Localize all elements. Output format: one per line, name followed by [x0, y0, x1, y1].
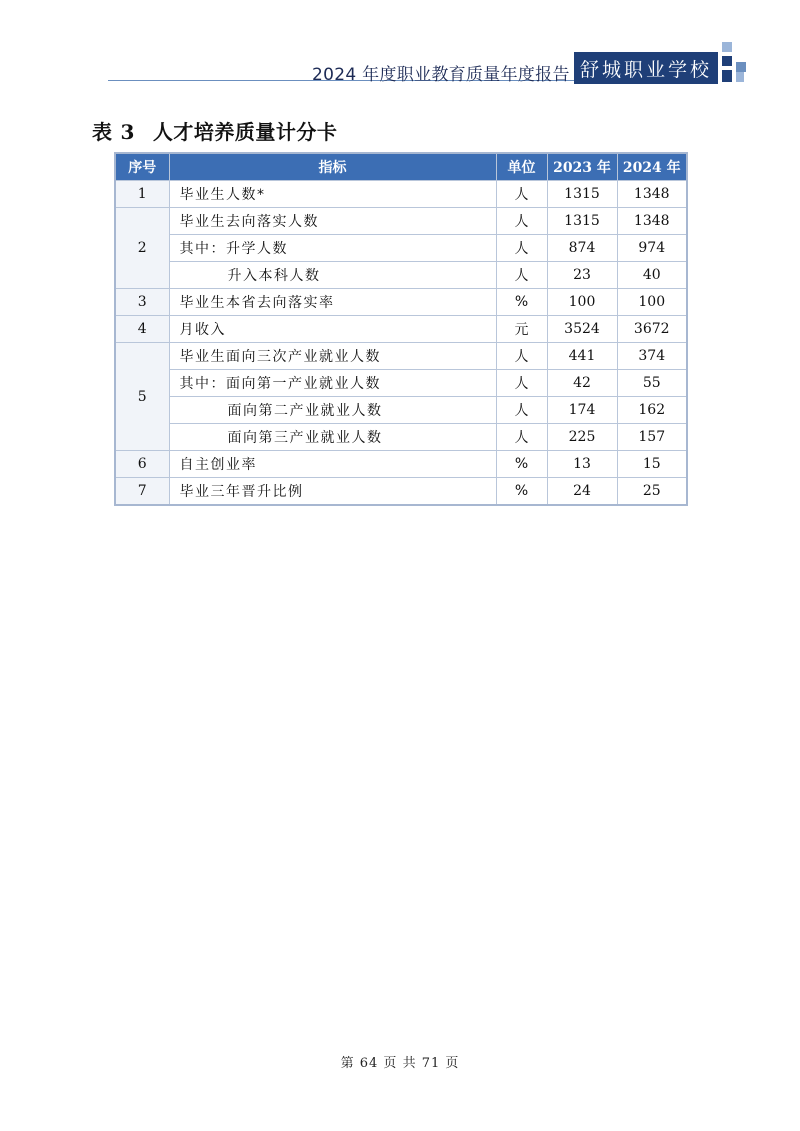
indicator-cell: 自主创业率	[169, 451, 496, 478]
header-decor-square	[736, 72, 744, 82]
table-row	[115, 316, 687, 343]
value-2024-cell: 974	[617, 235, 687, 262]
value-2023-cell: 174	[547, 397, 617, 424]
indicator-cell: 其中：升学人数	[169, 235, 496, 262]
value-2024-cell: 1348	[617, 208, 687, 235]
value-2023-cell: 23	[547, 262, 617, 289]
scorecard-table	[114, 152, 688, 506]
unit-cell: 人	[496, 397, 547, 424]
table-row	[115, 289, 687, 316]
value-2023-cell: 3524	[547, 316, 617, 343]
value-2024-cell: 25	[617, 478, 687, 506]
indicator-cell: 毕业三年晋升比例	[169, 478, 496, 506]
col-header-indicator: 指标	[169, 153, 496, 181]
unit-cell: 人	[496, 343, 547, 370]
table-row	[115, 208, 687, 235]
table-title	[92, 116, 337, 145]
unit-cell: 人	[496, 181, 547, 208]
value-2023-cell: 13	[547, 451, 617, 478]
indicator-cell: 毕业生面向三次产业就业人数	[169, 343, 496, 370]
indicator-cell: 面向第三产业就业人数	[169, 424, 496, 451]
value-2024-cell: 40	[617, 262, 687, 289]
row-number: 2	[115, 208, 169, 289]
value-2024-cell: 162	[617, 397, 687, 424]
table-row	[115, 478, 687, 506]
value-2023-cell: 874	[547, 235, 617, 262]
value-2023-cell: 24	[547, 478, 617, 506]
indicator-cell: 月收入	[169, 316, 496, 343]
table-row	[115, 370, 687, 397]
unit-cell: 人	[496, 262, 547, 289]
unit-cell: 人	[496, 235, 547, 262]
col-header-unit: 单位	[496, 153, 547, 181]
table-header-row	[115, 153, 687, 181]
table-row	[115, 343, 687, 370]
unit-cell: 元	[496, 316, 547, 343]
unit-cell: 人	[496, 424, 547, 451]
unit-cell: %	[496, 451, 547, 478]
row-number: 4	[115, 316, 169, 343]
header-decor-square	[736, 62, 746, 72]
value-2023-cell: 225	[547, 424, 617, 451]
header-decor-square	[722, 56, 732, 66]
value-2024-cell: 1348	[617, 181, 687, 208]
table-row	[115, 235, 687, 262]
col-header-2024: 2024 年	[617, 153, 687, 181]
indicator-cell: 毕业生本省去向落实率	[169, 289, 496, 316]
table-row	[115, 451, 687, 478]
indicator-cell: 其中：面向第一产业就业人数	[169, 370, 496, 397]
indicator-cell: 毕业生人数*	[169, 181, 496, 208]
table-row	[115, 181, 687, 208]
header-decor-square	[722, 42, 732, 52]
value-2024-cell: 55	[617, 370, 687, 397]
row-number: 5	[115, 343, 169, 451]
value-2023-cell: 42	[547, 370, 617, 397]
row-number: 7	[115, 478, 169, 506]
unit-cell: 人	[496, 208, 547, 235]
unit-cell: %	[496, 289, 547, 316]
unit-cell: 人	[496, 370, 547, 397]
value-2023-cell: 100	[547, 289, 617, 316]
indicator-cell: 升入本科人数	[169, 262, 496, 289]
indicator-cell: 毕业生去向落实人数	[169, 208, 496, 235]
value-2023-cell: 1315	[547, 208, 617, 235]
indicator-cell: 面向第二产业就业人数	[169, 397, 496, 424]
value-2024-cell: 100	[617, 289, 687, 316]
table-row	[115, 424, 687, 451]
header-report-title: 2024 年度职业教育质量年度报告	[312, 65, 570, 85]
value-2024-cell: 3672	[617, 316, 687, 343]
page-footer: 第 64 页 共 71 页	[340, 1056, 460, 1071]
header-decor-square	[722, 70, 732, 82]
row-number: 3	[115, 289, 169, 316]
value-2023-cell: 441	[547, 343, 617, 370]
page-header	[0, 0, 800, 90]
table-row	[115, 262, 687, 289]
table-row	[115, 397, 687, 424]
table-title-text: 人才培养质量计分卡	[152, 120, 338, 144]
col-header-2023: 2023 年	[547, 153, 617, 181]
value-2024-cell: 374	[617, 343, 687, 370]
header-school-name: 舒城职业学校	[574, 52, 718, 84]
row-number: 6	[115, 451, 169, 478]
value-2023-cell: 1315	[547, 181, 617, 208]
unit-cell: %	[496, 478, 547, 506]
row-number: 1	[115, 181, 169, 208]
value-2024-cell: 15	[617, 451, 687, 478]
table-title-prefix: 表	[92, 120, 113, 144]
table-title-number: 3	[120, 120, 135, 144]
col-header-no: 序号	[115, 153, 169, 181]
value-2024-cell: 157	[617, 424, 687, 451]
